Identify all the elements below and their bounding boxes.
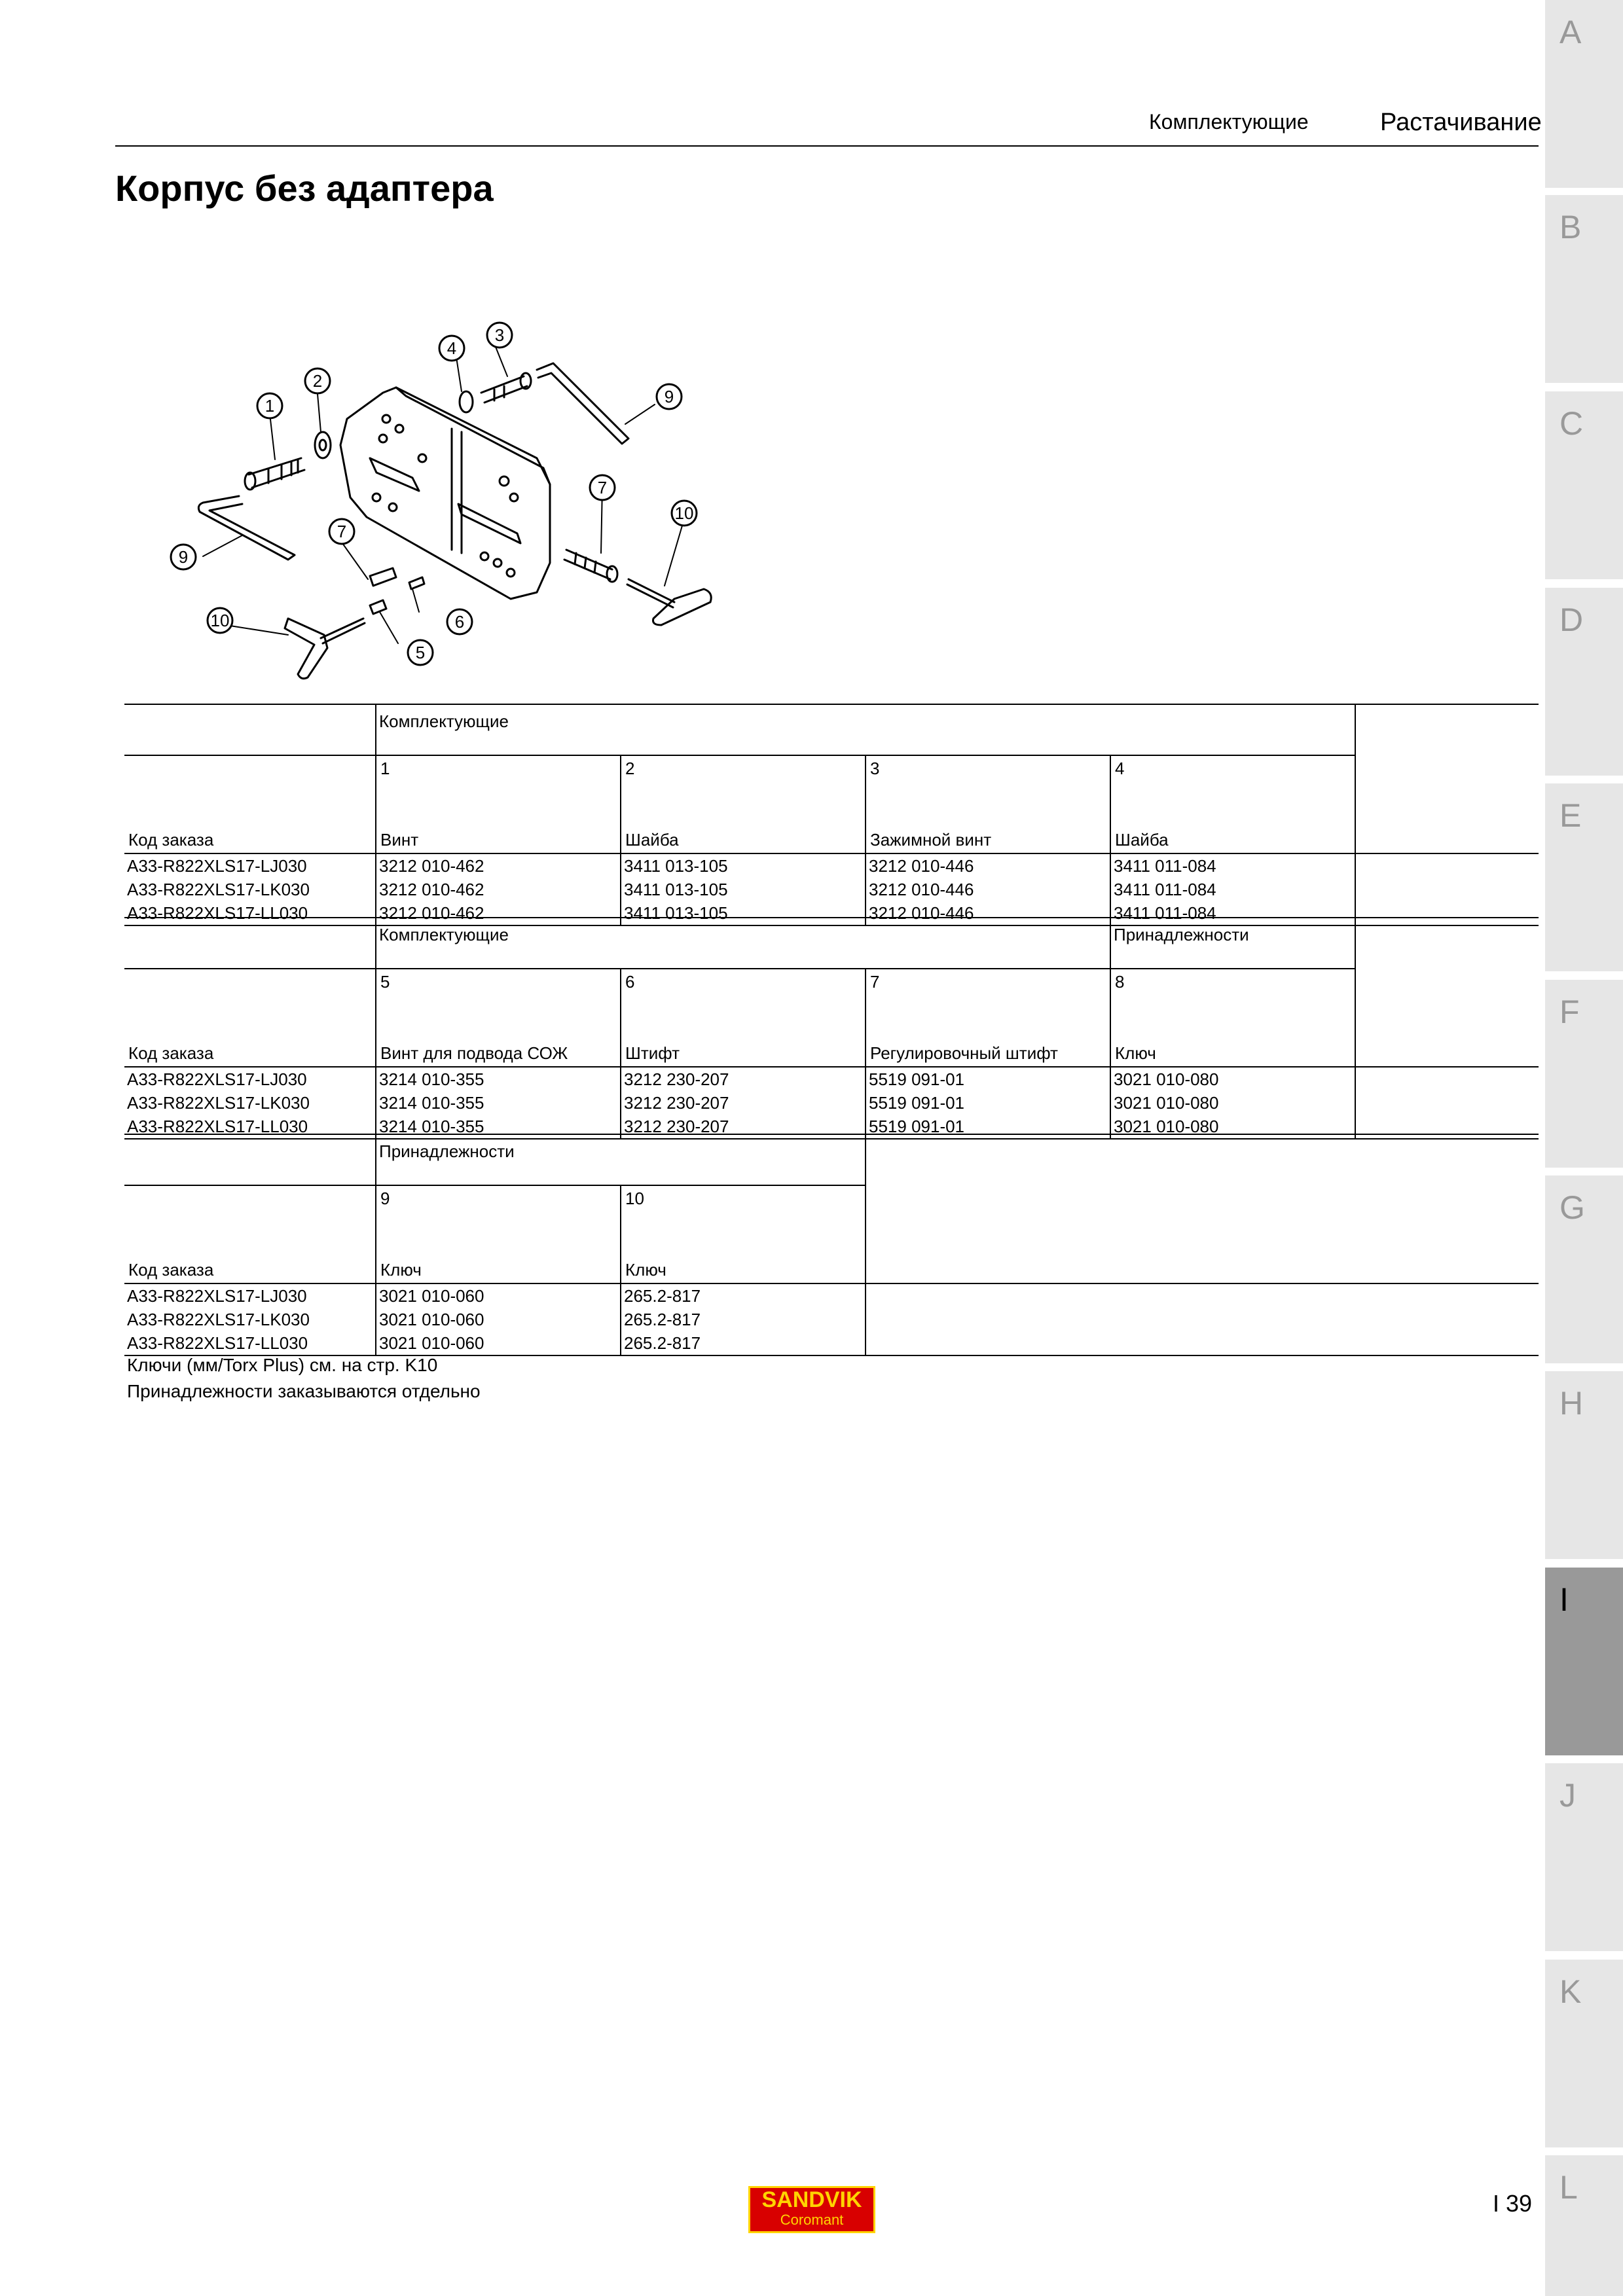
column-name: Регулировочный штифт bbox=[870, 1043, 1058, 1063]
part-number: 3021 010-080 bbox=[1110, 1115, 1355, 1139]
hex-key-9-left bbox=[198, 496, 295, 560]
callout-label: 10 bbox=[210, 611, 230, 630]
header-subsection: Комплектующие bbox=[1149, 110, 1309, 134]
screw-7-right bbox=[564, 550, 612, 579]
column-number: 5 bbox=[380, 972, 390, 992]
table-row bbox=[124, 853, 1539, 878]
part-number: 5519 091-01 bbox=[866, 1067, 1110, 1091]
callout-label: 7 bbox=[597, 478, 608, 497]
part-number: 3411 013-105 bbox=[621, 853, 866, 878]
column-name: Винт bbox=[380, 830, 419, 850]
part-number: 3021 010-060 bbox=[376, 1308, 621, 1331]
order-code: A33-R822XLS17-LJ030 bbox=[124, 1067, 376, 1091]
column-name: Шайба bbox=[1115, 830, 1169, 850]
chapter-tabs bbox=[1545, 0, 1623, 2296]
callout-label: 3 bbox=[494, 325, 505, 345]
callout-label: 10 bbox=[674, 503, 694, 523]
note-keys: Ключи (мм/Torx Plus) см. на стр. K10 bbox=[127, 1355, 438, 1375]
order-code: A33-R822XLS17-LJ030 bbox=[124, 853, 376, 878]
parts-table-1 bbox=[124, 704, 1539, 926]
screw-5 bbox=[370, 600, 386, 614]
tool-body-slot bbox=[370, 458, 419, 491]
hex-key-9-right bbox=[537, 363, 629, 444]
column-name: Зажимной винт bbox=[870, 830, 992, 850]
tab-f[interactable] bbox=[1545, 980, 1623, 1168]
part-number: 3021 010-080 bbox=[1110, 1067, 1355, 1091]
header-section: Растачивание bbox=[1380, 109, 1542, 136]
order-code-header: Код заказа bbox=[128, 830, 214, 850]
column-number: 6 bbox=[625, 972, 635, 992]
screw-1 bbox=[249, 458, 304, 488]
tab-a-label: A bbox=[1559, 14, 1582, 50]
order-code: A33-R822XLS17-LL030 bbox=[124, 1331, 376, 1355]
tab-j[interactable] bbox=[1545, 1763, 1623, 1951]
logo-line-1: SANDVIK bbox=[761, 2187, 862, 2212]
washer-2 bbox=[315, 432, 331, 458]
part-number: 5519 091-01 bbox=[866, 1115, 1110, 1139]
order-code-header: Код заказа bbox=[128, 1043, 214, 1063]
tab-c-label: C bbox=[1559, 405, 1584, 442]
tab-e-label: E bbox=[1559, 797, 1582, 834]
order-code: A33-R822XLS17-LK030 bbox=[127, 1309, 310, 1329]
tab-g[interactable] bbox=[1545, 1175, 1623, 1363]
tab-d[interactable] bbox=[1545, 588, 1623, 776]
order-code-header: Код заказа bbox=[128, 1260, 214, 1280]
column-number: 3 bbox=[870, 759, 880, 778]
tab-i[interactable] bbox=[1545, 1568, 1623, 1755]
page-title: Корпус без адаптера bbox=[115, 168, 494, 209]
group-header: Принадлежности bbox=[1110, 918, 1355, 969]
tab-b-label: B bbox=[1559, 209, 1582, 245]
tab-c[interactable] bbox=[1545, 391, 1623, 579]
group-header: Принадлежности bbox=[376, 1134, 866, 1185]
part-number: 3214 010-355 bbox=[376, 1067, 621, 1091]
column-name: Ключ bbox=[1115, 1043, 1156, 1063]
column-number: 2 bbox=[625, 759, 635, 778]
table-row bbox=[124, 1067, 1539, 1091]
tab-f-label: F bbox=[1559, 994, 1580, 1030]
part-number: 3212 010-462 bbox=[376, 878, 621, 901]
note-accessories: Принадлежности заказываются отдельно bbox=[127, 1381, 481, 1401]
tab-l-label: L bbox=[1559, 2169, 1578, 2206]
part-number: 3212 010-446 bbox=[866, 901, 1110, 925]
column-name: Шайба bbox=[625, 830, 679, 850]
table-row bbox=[124, 1091, 1539, 1115]
part-number: 3021 010-060 bbox=[376, 1283, 621, 1308]
part-number: 3021 010-060 bbox=[376, 1331, 621, 1355]
t-key-10-left bbox=[321, 619, 365, 643]
t-key-10-right bbox=[627, 579, 674, 607]
part-number: 3411 011-084 bbox=[1110, 853, 1355, 878]
exploded-view-drawing bbox=[151, 308, 740, 687]
part-number: 265.2-817 bbox=[621, 1308, 866, 1331]
part-number: 3021 010-080 bbox=[1110, 1091, 1355, 1115]
part-number: 265.2-817 bbox=[621, 1331, 866, 1355]
tab-k[interactable] bbox=[1545, 1960, 1623, 2147]
part-number: 3411 013-105 bbox=[621, 878, 866, 901]
part-number: 3411 011-084 bbox=[1110, 878, 1355, 901]
parts-table-2 bbox=[124, 917, 1539, 1139]
order-code: A33-R822XLS17-LK030 bbox=[127, 879, 310, 899]
tab-a[interactable] bbox=[1545, 0, 1623, 188]
part-number: 3212 230-207 bbox=[621, 1115, 866, 1139]
part-number: 3212 230-207 bbox=[621, 1091, 866, 1115]
logo-line-2: Coromant bbox=[780, 2212, 844, 2228]
part-number: 3212 230-207 bbox=[621, 1067, 866, 1091]
table-row bbox=[124, 1331, 1539, 1355]
order-code: A33-R822XLS17-LL030 bbox=[124, 901, 376, 925]
callout-label: 1 bbox=[264, 396, 275, 416]
pin-7-left bbox=[370, 568, 396, 586]
tab-l[interactable] bbox=[1545, 2155, 1623, 2296]
parts-table-3 bbox=[124, 1134, 1539, 1356]
tool-body bbox=[340, 387, 550, 599]
callout-label: 2 bbox=[312, 371, 323, 391]
part-number: 3212 010-462 bbox=[376, 901, 621, 925]
callout-label: 9 bbox=[664, 387, 674, 406]
part-number: 265.2-817 bbox=[621, 1283, 866, 1308]
tab-j-label: J bbox=[1559, 1777, 1576, 1814]
column-number: 9 bbox=[380, 1189, 390, 1208]
column-number: 1 bbox=[380, 759, 390, 778]
callout-label: 9 bbox=[178, 547, 189, 567]
group-header: Комплектующие bbox=[376, 918, 1110, 969]
table-row bbox=[124, 1283, 1539, 1308]
tab-b[interactable] bbox=[1545, 195, 1623, 383]
callout-label: 6 bbox=[454, 612, 465, 632]
column-name: Штифт bbox=[625, 1043, 680, 1063]
washer-4 bbox=[460, 391, 473, 412]
group-header: Комплектующие bbox=[376, 704, 1355, 755]
tab-d-label: D bbox=[1559, 601, 1584, 638]
callout-label: 5 bbox=[415, 643, 426, 662]
column-name: Винт для подвода СОЖ bbox=[380, 1043, 568, 1063]
table-row bbox=[124, 878, 1539, 901]
callout-label: 7 bbox=[337, 522, 347, 541]
order-code: A33-R822XLS17-LK030 bbox=[127, 1092, 310, 1113]
part-number: 3214 010-355 bbox=[376, 1115, 621, 1139]
tab-h-label: H bbox=[1559, 1385, 1584, 1422]
tool-body-slot bbox=[458, 504, 520, 543]
pin-6 bbox=[409, 577, 424, 589]
part-number: 3214 010-355 bbox=[376, 1091, 621, 1115]
column-name: Ключ bbox=[625, 1260, 666, 1280]
part-number: 3411 011-084 bbox=[1110, 901, 1355, 925]
part-number: 3411 013-105 bbox=[621, 901, 866, 925]
column-number: 8 bbox=[1115, 972, 1125, 992]
header-rule bbox=[115, 145, 1539, 147]
page-number: I 39 bbox=[1493, 2190, 1533, 2217]
part-number: 3212 010-462 bbox=[376, 853, 621, 878]
column-number: 7 bbox=[870, 972, 880, 992]
part-number: 3212 010-446 bbox=[866, 853, 1110, 878]
sandvik-coromant-logo bbox=[748, 2186, 875, 2233]
order-code: A33-R822XLS17-LL030 bbox=[124, 1115, 376, 1139]
column-name: Ключ bbox=[380, 1260, 422, 1280]
tab-h[interactable] bbox=[1545, 1371, 1623, 1559]
tab-e[interactable] bbox=[1545, 783, 1623, 971]
tab-i-label: I bbox=[1559, 1581, 1569, 1618]
column-number: 10 bbox=[625, 1189, 644, 1208]
callout-label: 4 bbox=[447, 338, 457, 358]
column-number: 4 bbox=[1115, 759, 1125, 778]
tab-g-label: G bbox=[1559, 1189, 1585, 1226]
table-row bbox=[124, 1308, 1539, 1331]
tab-k-label: K bbox=[1559, 1973, 1582, 2010]
part-number: 3212 010-446 bbox=[866, 878, 1110, 901]
part-number: 5519 091-01 bbox=[866, 1091, 1110, 1115]
order-code: A33-R822XLS17-LJ030 bbox=[124, 1283, 376, 1308]
